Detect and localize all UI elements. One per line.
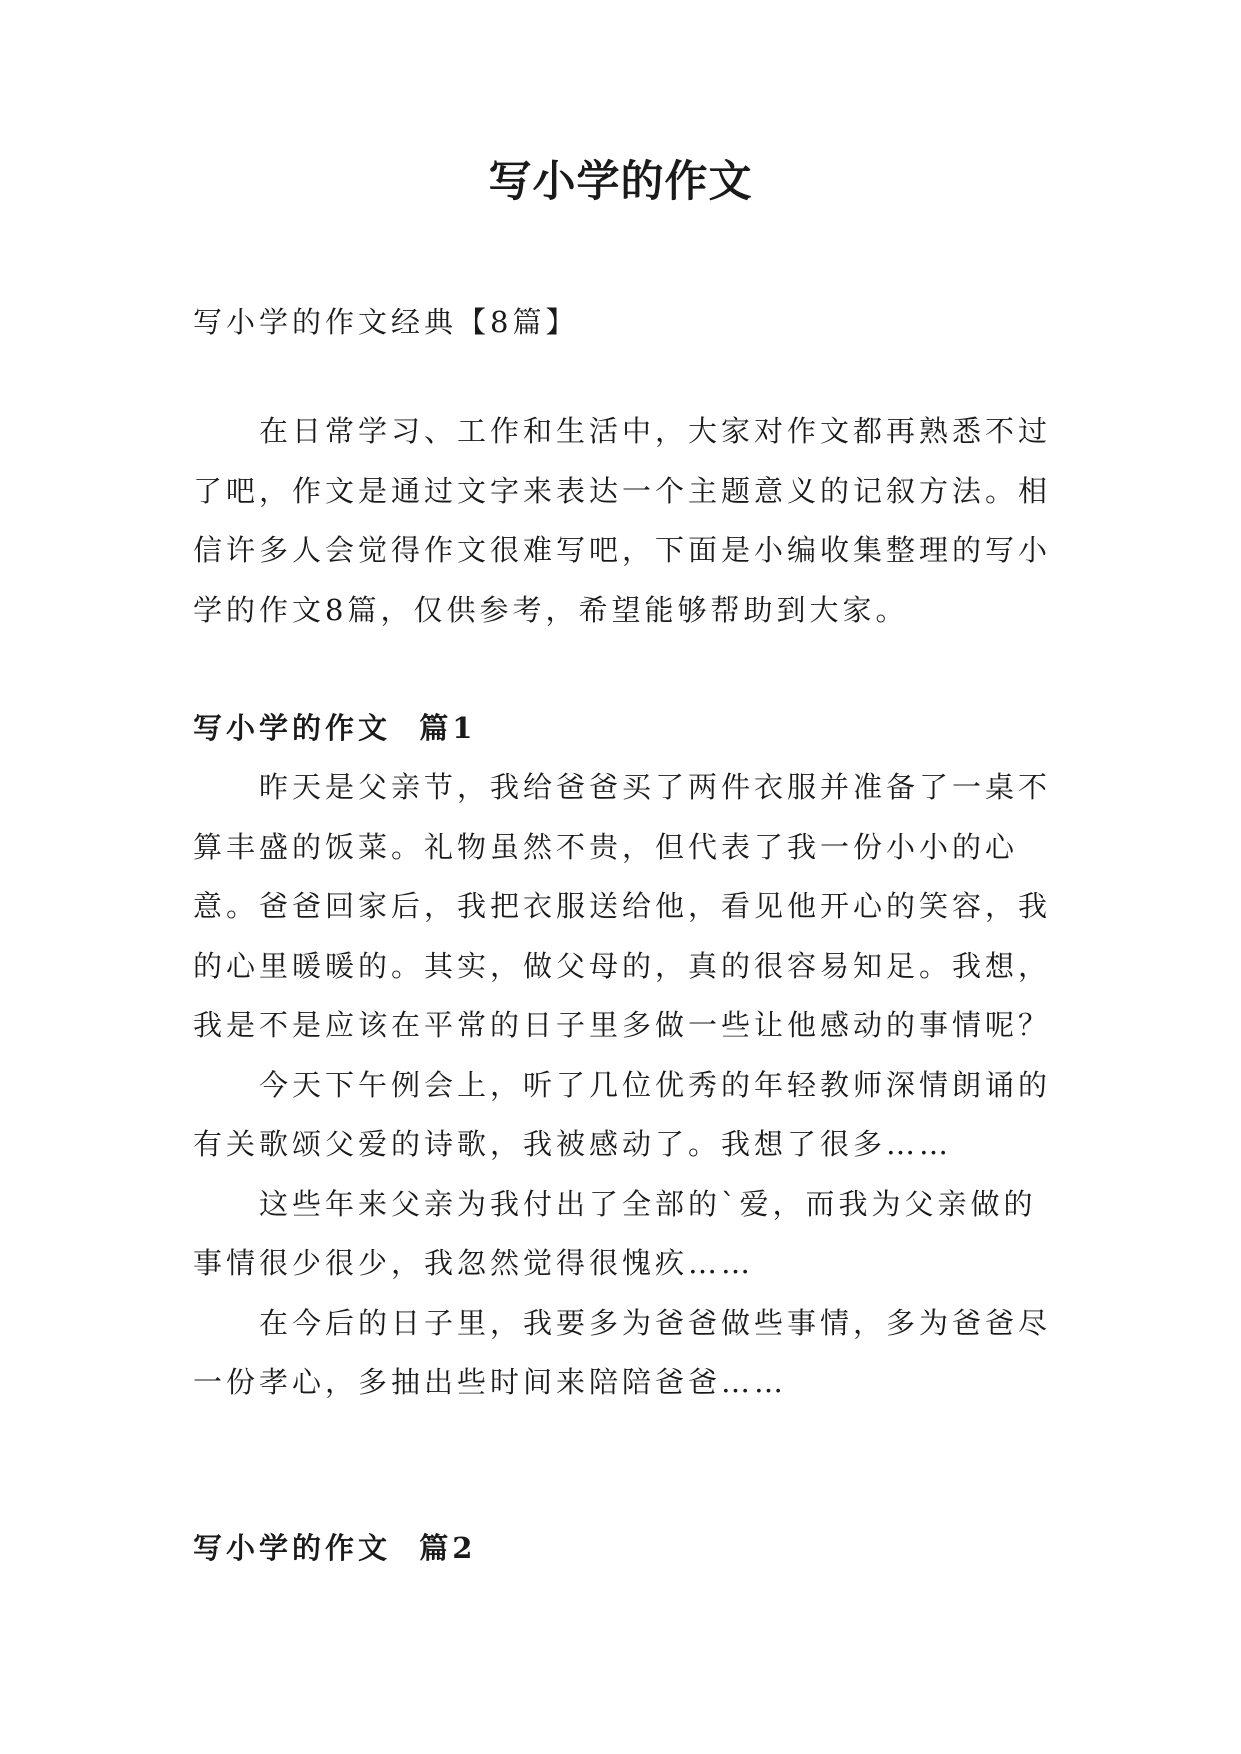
document-title: 写小学的作文 [488, 157, 753, 207]
essay-paragraph: 这些年来父亲为我付出了全部的`爱，而我为父亲做的事情很少很少，我忽然觉得很愧疚…… [193, 1186, 1037, 1280]
essay-paragraph: 今天下午例会上，听了几位优秀的年轻教师深情朗诵的有关歌颂父爱的诗歌，我被感动了。我想了很多…… [193, 1067, 1052, 1161]
section-heading-1: 写小学的作文 篇1 [193, 711, 477, 745]
document-subtitle: 写小学的作文经典【8篇】 [193, 305, 579, 339]
essay-paragraph: 在今后的日子里，我要多为爸爸做些事情，多为爸爸尽一份孝心，多抽出些时间来陪陪爸爸…… [193, 1305, 1052, 1399]
intro-paragraph: 在日常学习、工作和生活中，大家对作文都再熟悉不过了吧，作文是通过文字来表达一个主题意义的记叙方法。相信许多人会觉得作文很难写吧，下面是小编收集整理的写小学的作文8篇，仅供参考，希望能够帮助到大家。 [193, 414, 1052, 627]
essay-paragraph: 昨天是父亲节，我给爸爸买了两件衣服并准备了一桌不算丰盛的饭菜。礼物虽然不贵，但代表了我一份小小的心意。爸爸回家后，我把衣服送给他，看见他开心的笑容，我的心里暖暖的。其实，做父母的，真的很容易知足。我想，我是不是应该在平常的日子里多做一些让他感动的事情呢？ [193, 770, 1052, 1042]
essay-body-1 [193, 758, 1053, 1413]
section-heading-2: 写小学的作文 篇2 [193, 1531, 477, 1565]
